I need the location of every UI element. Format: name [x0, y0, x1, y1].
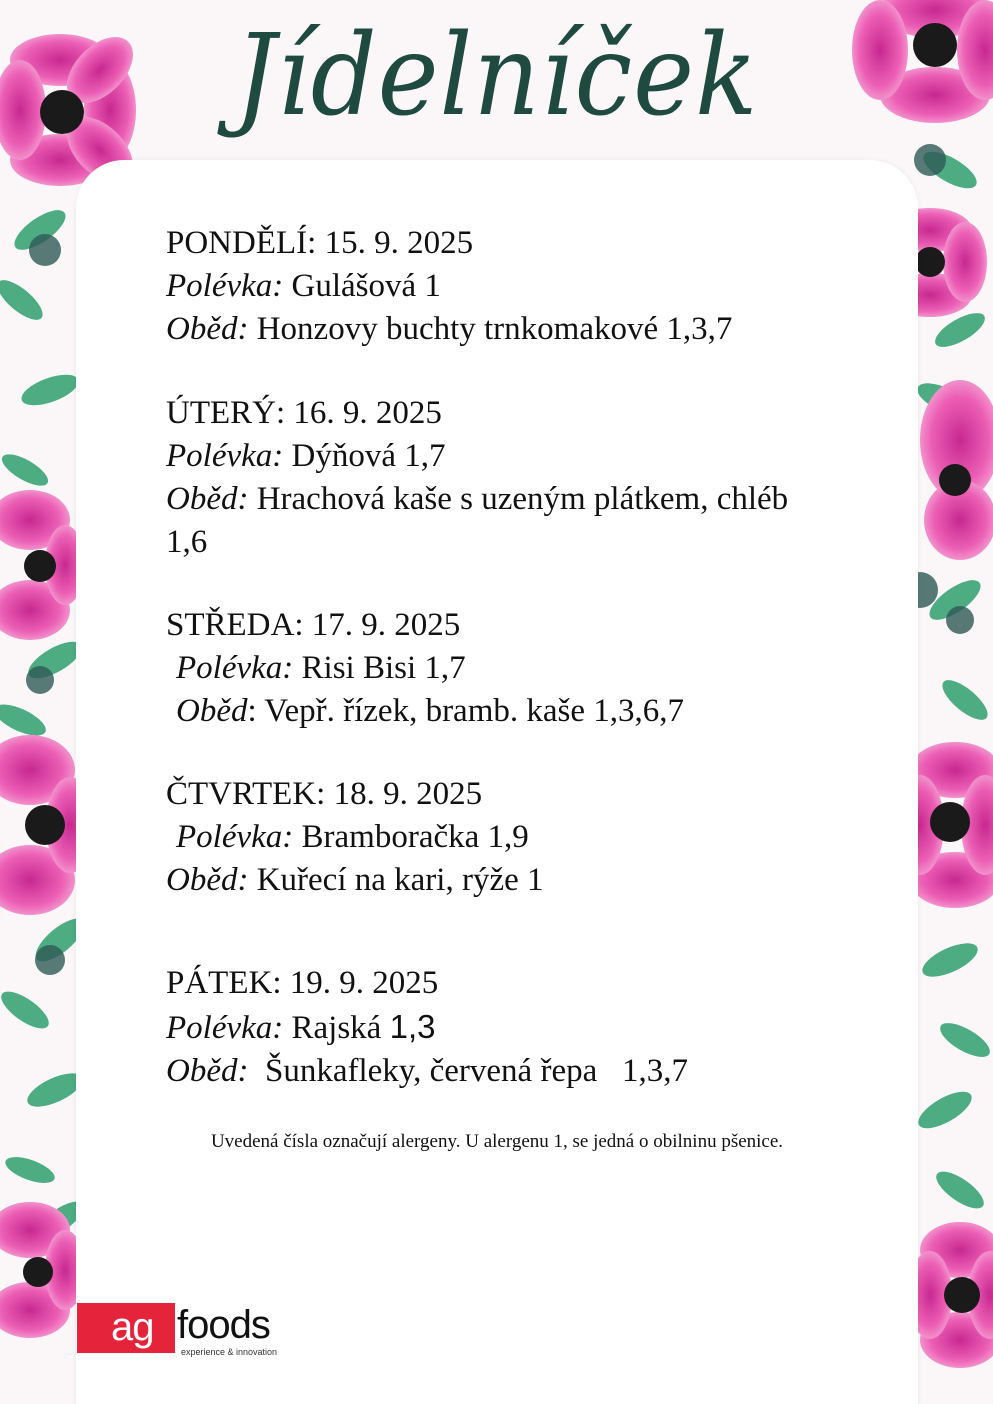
soup-line — [166, 265, 732, 308]
lunch-label: Oběd: — [166, 1053, 249, 1089]
soup-label: Polévka: — [176, 650, 294, 686]
soup-dish: Gulášová 1 — [291, 268, 441, 304]
soup-label: Polévka: — [166, 438, 284, 474]
lunch-line — [166, 308, 732, 351]
soup-line — [166, 1005, 688, 1050]
page-title: Jídelníček — [234, 11, 759, 141]
lunch-dish: Hrachová kaše s uzeným plátkem, chléb — [256, 481, 789, 517]
day-heading: STŘEDA: 17. 9. 2025 — [166, 607, 461, 643]
lunch-label: Oběd: — [166, 311, 249, 347]
flower-right-bottom — [908, 1222, 993, 1368]
lunch-line — [166, 859, 544, 902]
day-heading: PONDĚLÍ: 15. 9. 2025 — [166, 225, 474, 261]
lunch-line — [166, 690, 684, 733]
logo-ag-block — [77, 1303, 175, 1353]
day-tuesday — [166, 392, 788, 564]
soup-line — [166, 435, 788, 478]
day-heading: ČTVRTEK: 18. 9. 2025 — [166, 776, 483, 812]
logo-tagline: experience & innovation — [181, 1347, 278, 1357]
lunch-allergens: 1,3,7 — [622, 1053, 688, 1089]
day-thursday — [166, 773, 544, 902]
soup-dish: Bramboračka 1,9 — [301, 819, 529, 855]
flower-left-mid — [0, 490, 85, 640]
soup-dish: Risi Bisi 1,7 — [301, 650, 466, 686]
soup-dish: Rajská — [291, 1010, 382, 1046]
day-heading: ÚTERÝ: 16. 9. 2025 — [166, 395, 442, 431]
soup-label: Polévka: — [166, 1010, 284, 1046]
lunch-allergens: 1,6 — [166, 524, 208, 560]
logo-foods-text: foods — [177, 1303, 270, 1347]
soup-allergens: 1,3 — [389, 1008, 436, 1045]
lunch-line — [166, 478, 788, 521]
day-wednesday — [166, 604, 684, 733]
agfoods-logo — [77, 1303, 302, 1363]
lunch-label: Oběd — [176, 693, 248, 729]
day-monday — [166, 222, 732, 351]
flower-right-mid — [920, 380, 993, 560]
lunch-dish: : Vepř. řízek, bramb. kaše 1,3,6,7 — [247, 693, 685, 729]
soup-label: Polévka: — [176, 819, 294, 855]
lunch-label: Oběd: — [166, 862, 249, 898]
logo-ag-text: ag — [111, 1305, 154, 1349]
lunch-line — [166, 1050, 688, 1093]
day-friday — [166, 962, 688, 1093]
allergen-note: Uvedená čísla označují alergeny. U alergenu 1, se jedná o obilninu pšenice. — [210, 1131, 784, 1152]
lunch-dish: Šunkafleky, červená řepa — [264, 1053, 598, 1089]
soup-line — [166, 647, 684, 690]
day-heading: PÁTEK: 19. 9. 2025 — [166, 965, 439, 1001]
soup-label: Polévka: — [166, 268, 284, 304]
lunch-dish: Honzovy buchty trnkomakové 1,3,7 — [256, 311, 733, 347]
lunch-label: Oběd: — [166, 481, 249, 517]
soup-line — [166, 816, 544, 859]
lunch-dish: Kuřecí na kari, rýže 1 — [256, 862, 544, 898]
soup-dish: Dýňová 1,7 — [291, 438, 446, 474]
